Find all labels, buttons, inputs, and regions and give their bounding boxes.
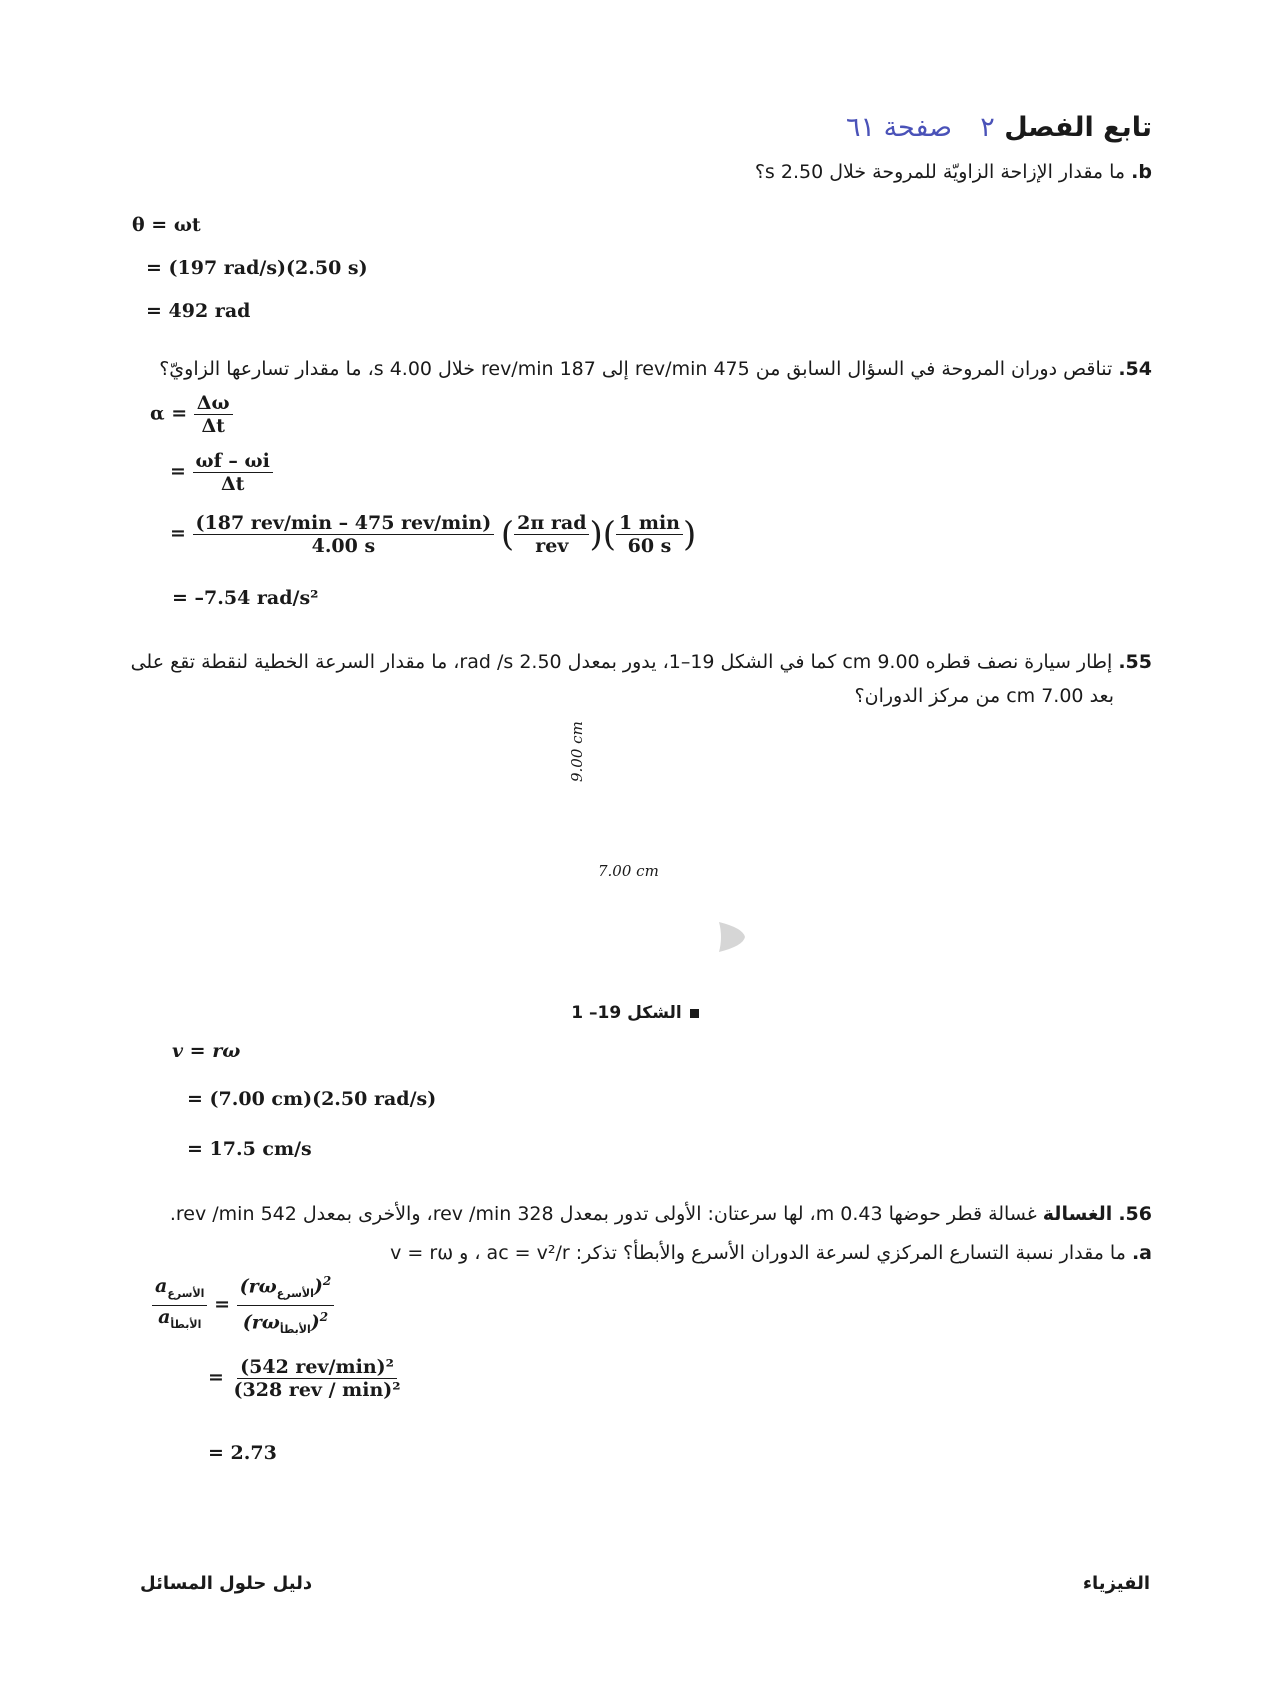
q56-ratio: [152, 1270, 334, 1341]
q56-substitution: [208, 1356, 404, 1401]
alpha-lhs: α =: [150, 402, 188, 425]
eq-sign: =: [170, 460, 186, 483]
q53b-question: [152, 155, 1152, 189]
eq-sign: =: [208, 1366, 224, 1389]
q56a-label: a.: [1131, 1242, 1152, 1264]
frac-den: 60 s: [627, 535, 672, 557]
q54-eq-alpha: [150, 392, 233, 437]
frac-num: ωf – ωi: [193, 450, 273, 473]
frac-min: [616, 512, 683, 557]
q55-eq1: v = rω: [172, 1040, 241, 1062]
frac-den: (328 rev / min)²: [233, 1379, 401, 1401]
q56-text: غسالة قطر حوضها 0.43 m، لها سرعتان: الأولى تدور بمعدل 328 rev /min، والأخرى بمعدل 542 rev /min.: [169, 1203, 1037, 1225]
frac-rev-ratio: [231, 1356, 404, 1401]
q56a-question: [252, 1236, 1152, 1270]
footer-title: دليل حلول المسائل: [140, 1573, 313, 1594]
q54-eq-substitution: = $\frac{\text{(187 rev/min – 475 rev/min)}}{4.00 s}$ ( $\frac{\text{2π rad}}{\text{rev}}$ )( $\frac{1 \min}{60 s}$ ): [170, 512, 697, 557]
q54-question: [132, 352, 1152, 386]
q53b-text: ما مقدار الإزاحة الزاويّة للمروحة خلال 2.50 s؟: [754, 161, 1126, 183]
q55-line1: [92, 645, 1152, 679]
frac-den: rev: [535, 535, 569, 557]
frac-den: $a_{الأبطأ}$: [158, 1306, 202, 1331]
header-chapter: ٢: [980, 112, 995, 143]
frac-num: Δω: [194, 392, 233, 415]
figure-label-radius: 9.00 cm: [568, 721, 586, 782]
frac-num: 1 min: [616, 512, 683, 535]
frac-num: $a_{الأسرع}$: [152, 1275, 207, 1306]
q54-result: = –7.54 rad/s²: [172, 587, 319, 609]
header-page: صفحة ٦١: [845, 112, 953, 143]
q56-bold-word: الغسالة: [1042, 1203, 1113, 1225]
eq-sign: =: [214, 1293, 230, 1316]
q55-question: [92, 645, 1152, 713]
q56-question: [92, 1197, 1152, 1231]
q53b-eq1: θ = ωt: [132, 214, 201, 236]
q55-eq2: = (7.00 cm)(2.50 rad/s): [187, 1088, 437, 1110]
q56-result: = 2.73: [208, 1442, 277, 1464]
q55-text-line2: بعد 7.00 cm من مركز الدوران؟: [854, 685, 1114, 707]
q56a-text: ما مقدار نسبة التسارع المركزي لسرعة الدوران الأسرع والأبطأ؟ تذكر: ac = v²/r ، و v = rω: [390, 1242, 1126, 1264]
footer-subject: الفيزياء: [1082, 1573, 1150, 1594]
frac-num: (187 rev/min – 475 rev/min): [193, 512, 495, 535]
frac-omega-diff: [193, 450, 273, 495]
caption-text: الشكل 19– 1: [571, 1003, 682, 1023]
frac-num: (542 rev/min)²: [237, 1356, 397, 1379]
frac-rw-ratio: [237, 1270, 335, 1341]
frac-num: 2π rad: [514, 512, 589, 535]
q53b-eq2: = (197 rad/s)(2.50 s): [146, 257, 368, 279]
figure-caption: [570, 1003, 700, 1023]
frac-den: Δt: [201, 415, 225, 437]
q53b-label: b.: [1131, 161, 1152, 183]
q55-text-line1: إطار سيارة نصف قطره 9.00 cm كما في الشكل 19–1، يدور بمعدل 2.50 rad /s، ما مقدار السرعة الخطية لنقطة تقع على: [130, 651, 1113, 673]
frac-den: $(r\omega_{الأبطأ})^2$: [242, 1310, 329, 1337]
q55-eq3: = 17.5 cm/s: [187, 1138, 312, 1160]
frac-delta-omega: [194, 392, 233, 437]
q54-text: تناقص دوران المروحة في السؤال السابق من 475 rev/min إلى 187 rev/min خلال 4.00 s، ما مقدار تسارعها الزاويّ؟: [159, 358, 1113, 380]
frac-accel-ratio: [152, 1275, 207, 1336]
q54-number: 54.: [1118, 358, 1152, 380]
frac-rev-diff: [193, 512, 495, 557]
eq-sign: =: [170, 522, 186, 545]
figure-pointer-icon: [717, 920, 747, 954]
frac-num: $(r\omega_{الأسرع})^2$: [237, 1270, 335, 1306]
q53b-eq3: = 492 rad: [146, 300, 251, 322]
q55-number: 55.: [1118, 651, 1152, 673]
figure-label-distance: 7.00 cm: [598, 862, 659, 880]
caption-square-icon: [690, 1009, 699, 1018]
q54-eq-omega: [170, 450, 273, 495]
frac-den: Δt: [220, 473, 245, 495]
header-prefix: تابع الفصل: [1004, 112, 1152, 143]
frac-2pi: [514, 512, 589, 557]
frac-den: 4.00 s: [311, 535, 376, 557]
q56-number: 56.: [1118, 1203, 1152, 1225]
page-header: [846, 112, 1152, 143]
